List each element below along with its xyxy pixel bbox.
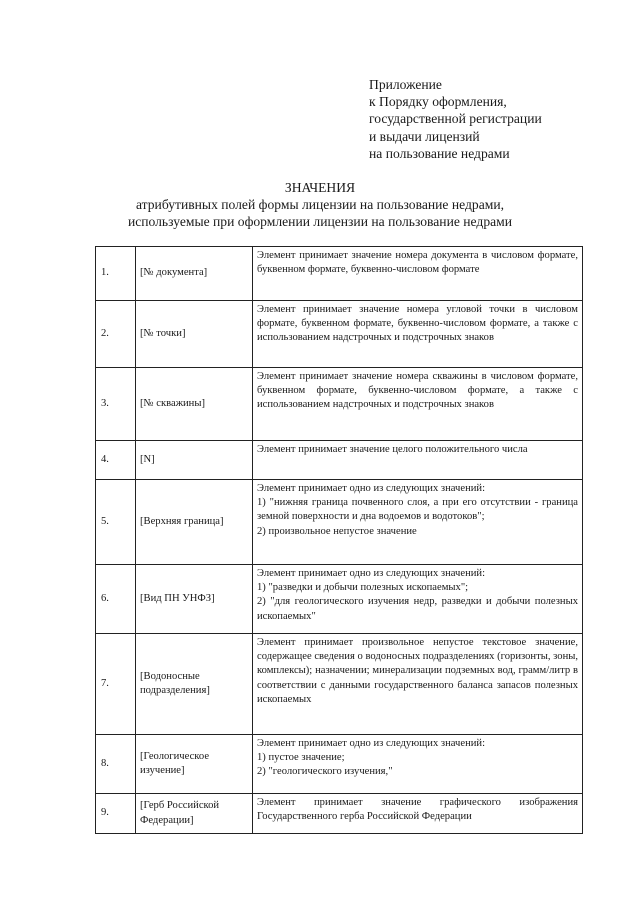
row-field-name: [Геологическое изучение] [136,735,253,794]
row-number: 3. [96,368,136,441]
row-description: Элемент принимает значение номера угловой точки в числовом формате, буквенном формате, буквенно-числовом формате, а также с использованием надстрочных и подстрочных знаков [253,301,583,368]
row-number: 9. [96,794,136,834]
table-row [96,634,583,735]
row-field-name: [N] [136,441,253,480]
appendix-block [369,76,542,162]
table-row [96,368,583,441]
title-heading: ЗНАЧЕНИЯ [284,180,356,195]
appendix-line: к Порядку оформления, [369,94,507,110]
row-description: Элемент принимает значение номера документа в числовом формате, буквенном формате, буквенно-числовом формате [253,247,583,301]
table-row [96,565,583,634]
row-number: 2. [96,301,136,368]
row-description: Элемент принимает одно из следующих значений: 1) "нижняя граница почвенного слоя, а при его отсутствии - граница земной поверхности и дна водоемов и водотоков"; 2) произвольное непустое значение [253,480,583,565]
row-description: Элемент принимает одно из следующих значений: 1) пустое значение; 2) "геологического изучения," [253,735,583,794]
row-number: 6. [96,565,136,634]
row-number: 7. [96,634,136,735]
row-number: 5. [96,480,136,565]
row-description: Элемент принимает значение целого положительного числа [253,441,583,480]
table-row [96,301,583,368]
document-title [0,179,640,230]
row-description: Элемент принимает значение номера скважины в числовом формате, буквенном формате, буквенно-числовом формате, а также с использованием надстрочных и подстрочных знаков [253,368,583,441]
row-number: 1. [96,247,136,301]
row-number: 4. [96,441,136,480]
row-field-name: [№ точки] [136,301,253,368]
appendix-line: Приложение [369,77,442,92]
table-row [96,794,583,834]
title-line-2: используемые при оформлении лицензии на пользование недрами [127,214,513,229]
row-description: Элемент принимает одно из следующих значений: 1) "разведки и добычи полезных ископаемых"; 2) "для геологического изучения недр, разведки и добычи полезных ископаемых" [253,565,583,634]
row-field-name: [Верхняя граница] [136,480,253,565]
appendix-line: и выдачи лицензий [369,128,480,144]
table-row [96,247,583,301]
row-field-name: [Водоносные подразделения] [136,634,253,735]
row-description: Элемент принимает произвольное непустое текстовое значение, содержащее сведения о водоносных подразделениях (горизонты, зоны, комплексы); назначении; минерализации подземных вод, грамм/литр в соответствии с данными государственного баланса запасов полезных ископаемых [253,634,583,735]
row-number: 8. [96,735,136,794]
title-line-1: атрибутивных полей формы лицензии на пользование недрами, [135,197,505,212]
table-row [96,735,583,794]
appendix-line: государственной регистрации [369,111,542,127]
row-field-name: [№ скважины] [136,368,253,441]
row-field-name: [Герб Российской Федерации] [136,794,253,834]
appendix-line: на пользование недрами [369,145,510,161]
row-description: Элемент принимает значение графического изображения Государственного герба Российской Федерации [253,794,583,834]
table-row [96,441,583,480]
table-row [96,480,583,565]
row-field-name: [№ документа] [136,247,253,301]
attributes-table [95,246,583,834]
row-field-name: [Вид ПН УНФЗ] [136,565,253,634]
